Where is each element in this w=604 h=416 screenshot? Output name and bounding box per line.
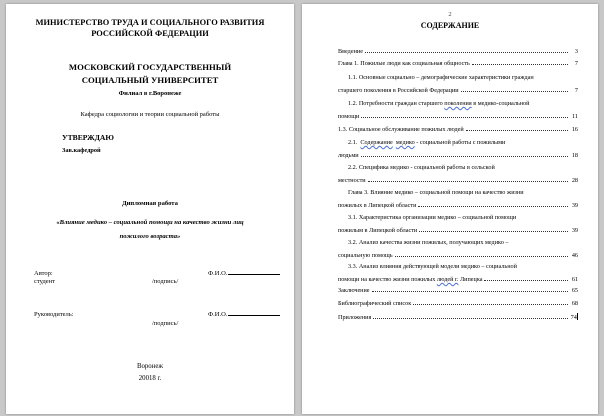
toc-entry-text: медико (395, 139, 415, 146)
author-fio-label: Ф.И.О. (208, 270, 228, 277)
supervisor-fio (208, 309, 280, 318)
thesis-topic-line-2: пожилого возраста» (119, 233, 181, 240)
toc-entry-text: 2.1. (348, 139, 358, 146)
toc-entry-text: 3.1. Характеристика организации медико – социальной помощи (348, 214, 517, 221)
toc-entry-page: 18 (571, 152, 578, 159)
toc-entry-text: местности (338, 177, 366, 184)
toc-entry-text: 2.2. Специфика медико - социальной работы в сельской (348, 164, 495, 171)
toc-entry-text: пожилым в Липецкой области (338, 227, 418, 234)
toc-entry-page: 61 (571, 276, 578, 283)
supervisor-fio-label: Ф.И.О. (208, 311, 228, 318)
toc-entry-text: 1.3. Социальное обслуживание пожилых людей (338, 126, 464, 133)
toc-entry-section-1-1[interactable] (338, 74, 578, 95)
toc-entry-chapter-3[interactable] (338, 189, 578, 210)
ministry-line-1: МИНИСТЕРСТВО ТРУДА И СОЦИАЛЬНОГО РАЗВИТИЯ (35, 18, 265, 27)
toc-entry-section-3-3[interactable] (338, 263, 578, 284)
text-cursor (577, 313, 578, 320)
toc-entry-page-value: 74 (570, 314, 577, 321)
supervisor-fio-line (228, 309, 280, 316)
toc-page (302, 4, 598, 414)
toc-entry-page (570, 313, 578, 321)
toc-entry-text: пожилых в Липецкой области (338, 202, 417, 209)
toc-entry-page: 11 (572, 113, 578, 120)
toc-entry-text: людей г. (436, 276, 459, 283)
toc-entry-text: помощи (338, 113, 360, 120)
toc-entry-text: помощи на качество жизни пожилых (338, 276, 436, 283)
supervisor-signature-label: /подпись/ (152, 320, 179, 327)
supervisor-label: Руководитель: (34, 311, 74, 318)
toc-entry-page: 65 (571, 287, 578, 294)
toc-entry-section-2-1[interactable] (338, 139, 578, 160)
toc-title: СОДЕРЖАНИЕ (420, 21, 480, 30)
page-number: 2 (448, 11, 452, 18)
approve-heading: УТВЕРЖДАЮ (62, 133, 114, 142)
toc-entry-page: 7 (574, 60, 578, 67)
toc-entry-page: 68 (571, 300, 578, 307)
toc-entry-page: 16 (571, 126, 578, 133)
toc-entry-bibliography[interactable] (338, 300, 578, 308)
toc-entry-text: Приложения (338, 314, 372, 321)
city: Воронеж (136, 363, 164, 370)
toc-entry-section-1-2[interactable] (338, 100, 578, 121)
branch-name: Филиал в г.Воронеже (118, 90, 182, 97)
toc-entry-page: 39 (571, 227, 578, 234)
toc-entry-text: 3.2. Анализ качества жизни пожилых, получающих медико – (348, 239, 509, 246)
toc-entry-text: людьми (338, 152, 359, 159)
toc-entry-text: Библиографический список (338, 300, 412, 307)
toc-entry-text: Заключение (338, 287, 370, 294)
toc-entry-text: в медико-социальной (473, 100, 530, 107)
toc-entry-conclusion[interactable] (338, 287, 578, 295)
toc-entry-page: 28 (571, 177, 578, 184)
toc-entry-section-1-3[interactable] (338, 126, 578, 134)
toc-entry-text: Глава 1. Пожилые люди как социальная общность (338, 60, 470, 67)
toc-entry-section-3-1[interactable] (338, 214, 578, 235)
year: 20018 г. (138, 375, 162, 382)
toc-entry-section-3-2[interactable] (338, 239, 578, 260)
university-line-2: СОЦИАЛЬНЫЙ УНИВЕРСИТЕТ (81, 75, 219, 85)
author-label: Автор: (34, 270, 53, 277)
toc-entry-page: 3 (574, 48, 578, 55)
title-page (6, 4, 294, 414)
toc-entry-text: 1.1. Основные социально – демографические характеристики граждан (348, 74, 534, 81)
toc-entry-page: 46 (571, 252, 578, 259)
toc-entry-text: Введение (338, 48, 363, 55)
toc-entry-text: 1.2. Потребности граждан старшего (348, 100, 443, 107)
toc-entry-text: - социальной работы с пожилыми (416, 139, 506, 146)
author-fio-line (228, 268, 280, 275)
toc-entry-text: социальную помощь (338, 252, 393, 259)
toc-entry-section-2-2[interactable] (338, 164, 578, 185)
toc-entry-text: Содержание (360, 139, 393, 146)
toc-entry-text: старшего поколения в Российской Федерации (338, 87, 459, 94)
author-role: студент (34, 278, 55, 285)
toc-entry-text: Глава 3. Влияние медико – социальной помощи на качество жизни (348, 189, 524, 196)
thesis-topic-line-1: «Влияние медико – социальной помощи на качество жизни лиц (56, 219, 244, 226)
toc-entry-text: Липецка (459, 276, 483, 283)
author-fio (208, 268, 280, 277)
university-line-1: МОСКОВСКИЙ ГОСУДАРСТВЕННЫЙ (68, 62, 232, 72)
toc-entry-page: 39 (571, 202, 578, 209)
toc-entry-page: 7 (574, 87, 578, 94)
toc-entry-chapter-1[interactable] (338, 60, 578, 68)
department-name: Кафедра социологии и теории социальной работы (80, 111, 220, 118)
author-signature-label: /подпись/ (152, 278, 179, 285)
toc-entry-text: поколения (444, 100, 472, 107)
ministry-line-2: РОССИЙСКОЙ ФЕДЕРАЦИИ (91, 29, 209, 38)
thesis-type: Дипломная работа (122, 200, 178, 207)
toc-entry-appendix[interactable] (338, 313, 578, 321)
toc-entry-intro[interactable] (338, 48, 578, 56)
approve-head-of-department: Зав.кафедрой (62, 147, 101, 154)
toc-entry-text: 3.3. Анализ влияния действующей модели медико – социальной (348, 263, 517, 270)
